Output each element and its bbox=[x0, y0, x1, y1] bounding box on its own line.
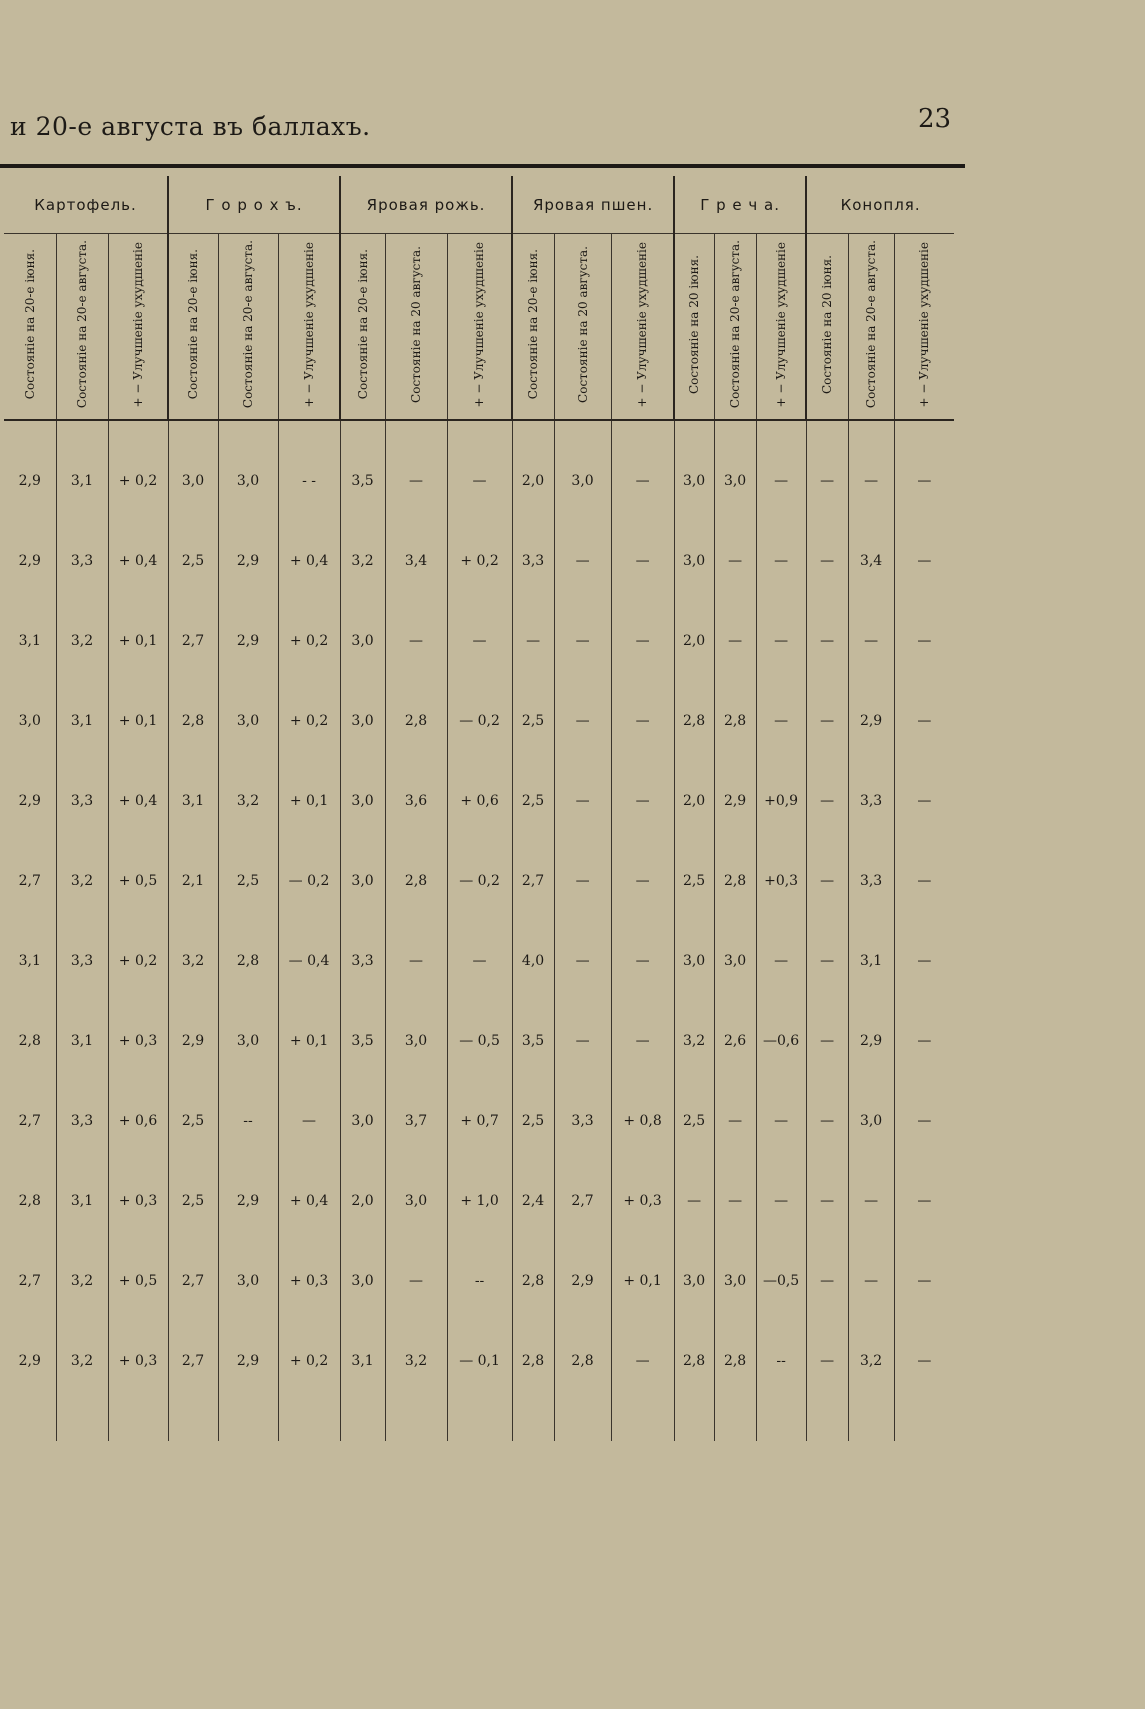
table-cell: + 0,5 bbox=[108, 841, 168, 921]
col-header-potato-august: Состояніе на 20-е августа. bbox=[56, 234, 108, 421]
group-header-peas: Г о р о х ъ. bbox=[168, 176, 340, 234]
table-cell: + 0,3 bbox=[108, 1321, 168, 1401]
table-cell: — bbox=[611, 1321, 674, 1401]
table-cell: 3,3 bbox=[56, 1081, 108, 1161]
table-row bbox=[4, 601, 954, 681]
tail-cell bbox=[108, 1401, 168, 1441]
table-cell: 2,5 bbox=[512, 681, 554, 761]
table-cell: — bbox=[611, 441, 674, 521]
table-cell: 3,2 bbox=[56, 1241, 108, 1321]
table-cell: — bbox=[806, 521, 848, 601]
spacer-cell bbox=[108, 420, 168, 441]
table-cell: + 0,2 bbox=[278, 601, 340, 681]
table-cell: 3,3 bbox=[512, 521, 554, 601]
table-cell: 2,5 bbox=[674, 1081, 714, 1161]
tail-cell bbox=[894, 1401, 954, 1441]
table-row bbox=[4, 841, 954, 921]
table-cell: 2,7 bbox=[168, 1321, 218, 1401]
col-header-potato-june: Состояніе на 20-е іюня. bbox=[4, 234, 56, 421]
table-cell: 3,3 bbox=[56, 761, 108, 841]
table-row bbox=[4, 521, 954, 601]
table-cell: 2,9 bbox=[218, 601, 278, 681]
table-cell: 2,5 bbox=[168, 1161, 218, 1241]
table-cell: + 0,3 bbox=[278, 1241, 340, 1321]
table-cell: 3,0 bbox=[714, 441, 756, 521]
table-cell: — bbox=[894, 1241, 954, 1321]
tail-cell bbox=[756, 1401, 806, 1441]
table-cell: 3,3 bbox=[554, 1081, 611, 1161]
table-cell: + 0,2 bbox=[278, 1321, 340, 1401]
table-cell: + 0,6 bbox=[447, 761, 512, 841]
table-row bbox=[4, 921, 954, 1001]
table-cell: 3,0 bbox=[340, 761, 385, 841]
spacer-cell bbox=[714, 420, 756, 441]
table-cell: 4,0 bbox=[512, 921, 554, 1001]
table-cell: — bbox=[611, 761, 674, 841]
spacer-cell bbox=[512, 420, 554, 441]
table-cell: + 0,6 bbox=[108, 1081, 168, 1161]
table-cell: — bbox=[806, 921, 848, 1001]
table-cell: 2,6 bbox=[714, 1001, 756, 1081]
table-cell: 2,8 bbox=[512, 1321, 554, 1401]
spacer-cell bbox=[848, 420, 894, 441]
tail-cell bbox=[674, 1401, 714, 1441]
table-cell: — bbox=[554, 521, 611, 601]
table-cell: — bbox=[806, 841, 848, 921]
table-cell: 2,8 bbox=[714, 681, 756, 761]
tail-cell bbox=[554, 1401, 611, 1441]
tail-cell bbox=[611, 1401, 674, 1441]
spacer-cell bbox=[385, 420, 447, 441]
table-cell: — bbox=[554, 681, 611, 761]
table-cell: + 0,5 bbox=[108, 1241, 168, 1321]
group-header-hemp: Конопля. bbox=[806, 176, 954, 234]
table-cell: — bbox=[756, 1161, 806, 1241]
table-cell: 3,3 bbox=[848, 761, 894, 841]
table-cell: 2,7 bbox=[18, 1113, 41, 1129]
table-cell: 2,1 bbox=[168, 841, 218, 921]
table-cell: 2,0 bbox=[512, 441, 554, 521]
table-cell: — bbox=[756, 521, 806, 601]
table-cell: 2,9 bbox=[18, 1353, 41, 1369]
table-cell: 2,8 bbox=[714, 1321, 756, 1401]
table-cell: 3,3 bbox=[340, 921, 385, 1001]
table-cell: 2,9 bbox=[18, 553, 41, 569]
tail-cell bbox=[714, 1401, 756, 1441]
table-cell: 3,0 bbox=[385, 1001, 447, 1081]
table-cell: —0,5 bbox=[756, 1241, 806, 1321]
spacer-cell bbox=[611, 420, 674, 441]
header-rule bbox=[0, 164, 965, 168]
table-cell: — bbox=[894, 441, 954, 521]
table-cell: + 0,8 bbox=[611, 1081, 674, 1161]
table-cell: + 0,2 bbox=[108, 921, 168, 1001]
spacer-cell bbox=[447, 420, 512, 441]
col-header-potato-change: + − Улучшеніе ухудшеніе bbox=[108, 234, 168, 421]
col-header-hemp-june: Состояніе на 20 іюня. bbox=[806, 234, 848, 421]
page-header: и 20-е августа въ баллахъ. bbox=[10, 112, 371, 141]
group-header-potato: Картофель. bbox=[4, 176, 168, 234]
table-cell: 3,2 bbox=[56, 841, 108, 921]
table-cell: 2,9 bbox=[18, 793, 41, 809]
col-header-buckwheat-june: Состояніе на 20 іюня. bbox=[674, 234, 714, 421]
table-cell: — bbox=[611, 521, 674, 601]
table-cell: — bbox=[894, 761, 954, 841]
col-header-wheat-change: + − Улучшеніе ухудшеніе bbox=[611, 234, 674, 421]
col-header-hemp-change: + − Улучшеніе ухудшеніе bbox=[894, 234, 954, 421]
table-cell: 3,1 bbox=[56, 1161, 108, 1241]
spacer-cell bbox=[674, 420, 714, 441]
table-cell: + 0,2 bbox=[108, 441, 168, 521]
table-cell: 3,1 bbox=[56, 1001, 108, 1081]
tail-cell bbox=[447, 1401, 512, 1441]
table-cell: 3,2 bbox=[385, 1321, 447, 1401]
table-cell: — 0,2 bbox=[447, 681, 512, 761]
table-cell: — bbox=[894, 1081, 954, 1161]
group-header-spring-rye: Яровая рожь. bbox=[340, 176, 512, 234]
table-cell: 3,0 bbox=[674, 921, 714, 1001]
table-cell: 3,1 bbox=[340, 1321, 385, 1401]
table-cell: 3,0 bbox=[340, 841, 385, 921]
table-cell: + 0,1 bbox=[611, 1241, 674, 1321]
table-cell: 2,7 bbox=[168, 601, 218, 681]
table-cell: 2,5 bbox=[512, 761, 554, 841]
spacer-cell bbox=[56, 420, 108, 441]
table-cell: 2,9 bbox=[714, 761, 756, 841]
spacer-cell bbox=[340, 420, 385, 441]
table-cell: — 0,5 bbox=[447, 1001, 512, 1081]
table-cell: 2,7 bbox=[168, 1241, 218, 1321]
tail-cell bbox=[4, 1401, 56, 1441]
table-cell: — bbox=[385, 1241, 447, 1321]
table-cell: 3,1 bbox=[168, 761, 218, 841]
table-cell: — bbox=[611, 1001, 674, 1081]
table-cell: — 0,1 bbox=[447, 1321, 512, 1401]
table-cell: — bbox=[756, 441, 806, 521]
table-cell: 3,2 bbox=[218, 761, 278, 841]
table-cell: 3,0 bbox=[674, 1241, 714, 1321]
table-cell: +0,3 bbox=[756, 841, 806, 921]
table-cell: 3,0 bbox=[340, 601, 385, 681]
table-body bbox=[4, 420, 954, 1441]
spacer-cell bbox=[756, 420, 806, 441]
table-cell: — bbox=[278, 1081, 340, 1161]
table-row bbox=[4, 1321, 954, 1401]
table-cell: 3,0 bbox=[218, 441, 278, 521]
spacer-cell bbox=[4, 420, 56, 441]
table-cell: 2,5 bbox=[512, 1081, 554, 1161]
table-cell: 2,8 bbox=[674, 1321, 714, 1401]
table-cell: — bbox=[894, 681, 954, 761]
table-cell: — bbox=[756, 681, 806, 761]
table-cell: + 0,2 bbox=[447, 521, 512, 601]
table-cell: 2,9 bbox=[848, 681, 894, 761]
table-cell: 2,9 bbox=[218, 521, 278, 601]
table-cell: —0,6 bbox=[756, 1001, 806, 1081]
table-cell: — bbox=[447, 601, 512, 681]
group-header-buckwheat: Г р е ч а. bbox=[674, 176, 806, 234]
tail-cell bbox=[512, 1401, 554, 1441]
table-cell: 3,1 bbox=[56, 441, 108, 521]
table-cell: — bbox=[385, 601, 447, 681]
table-cell: -- bbox=[218, 1081, 278, 1161]
table-cell: 3,2 bbox=[848, 1321, 894, 1401]
table-cell: — bbox=[806, 1001, 848, 1081]
col-header-peas-change: + − Улучшеніе ухудшеніе bbox=[278, 234, 340, 421]
table-cell: 3,0 bbox=[674, 441, 714, 521]
table-cell: — 0,2 bbox=[278, 841, 340, 921]
table-cell: 3,3 bbox=[56, 921, 108, 1001]
table-cell: — bbox=[848, 1241, 894, 1321]
table-cell: 2,5 bbox=[168, 521, 218, 601]
table-cell: 2,0 bbox=[674, 601, 714, 681]
table-cell: 3,7 bbox=[385, 1081, 447, 1161]
col-header-peas-june: Состояніе на 20-е іюня. bbox=[168, 234, 218, 421]
table-cell: — bbox=[714, 601, 756, 681]
table-cell: — bbox=[806, 1081, 848, 1161]
table-row bbox=[4, 1161, 954, 1241]
table-cell: + 0,4 bbox=[278, 521, 340, 601]
spacer-cell bbox=[554, 420, 611, 441]
table-cell: + 0,3 bbox=[108, 1161, 168, 1241]
table-cell: — bbox=[554, 1001, 611, 1081]
spacer-cell bbox=[278, 420, 340, 441]
tail-cell bbox=[168, 1401, 218, 1441]
table-cell: 3,0 bbox=[714, 921, 756, 1001]
tail-cell bbox=[218, 1401, 278, 1441]
table-cell: 2,7 bbox=[18, 873, 41, 889]
table-cell: 3,4 bbox=[385, 521, 447, 601]
col-header-wheat-june: Состояніе на 20-е іюня. bbox=[512, 234, 554, 421]
table-cell: 3,1 bbox=[848, 921, 894, 1001]
table-cell: 3,0 bbox=[340, 1081, 385, 1161]
table-cell: + 0,1 bbox=[108, 681, 168, 761]
table-cell: 2,5 bbox=[168, 1081, 218, 1161]
col-header-hemp-august: Состояніе на 20-е августа. bbox=[848, 234, 894, 421]
table-cell: +0,9 bbox=[756, 761, 806, 841]
table-cell: + 0,1 bbox=[108, 601, 168, 681]
table-cell: — bbox=[554, 761, 611, 841]
table-cell: 2,9 bbox=[168, 1001, 218, 1081]
col-header-rye-june: Состояніе на 20-е іюня. bbox=[340, 234, 385, 421]
table-cell: 3,2 bbox=[168, 921, 218, 1001]
table-cell: — bbox=[806, 441, 848, 521]
table-cell: 2,8 bbox=[674, 681, 714, 761]
spacer-cell bbox=[894, 420, 954, 441]
table-cell: 3,0 bbox=[674, 521, 714, 601]
table-tail-row bbox=[4, 1401, 954, 1441]
table-cell: 3,1 bbox=[18, 953, 41, 969]
table-cell: — bbox=[806, 1321, 848, 1401]
col-header-rye-change: + − Улучшеніе ухудшеніе bbox=[447, 234, 512, 421]
table-cell: — bbox=[894, 841, 954, 921]
table-cell: 2,8 bbox=[168, 681, 218, 761]
table-cell: — bbox=[714, 1081, 756, 1161]
table-cell: 2,5 bbox=[674, 841, 714, 921]
table-cell: 3,3 bbox=[56, 521, 108, 601]
table-row bbox=[4, 1081, 954, 1161]
table-cell: — bbox=[512, 601, 554, 681]
table-cell: 3,5 bbox=[340, 441, 385, 521]
table-cell: — bbox=[806, 681, 848, 761]
table-cell: 3,2 bbox=[56, 1321, 108, 1401]
col-header-peas-august: Состояніе на 20-е августа. bbox=[218, 234, 278, 421]
table-row bbox=[4, 761, 954, 841]
table-cell: — bbox=[447, 921, 512, 1001]
table-cell: 3,0 bbox=[18, 713, 41, 729]
table-row bbox=[4, 681, 954, 761]
table-cell: 2,0 bbox=[674, 761, 714, 841]
table-cell: 2,8 bbox=[385, 681, 447, 761]
table-cell: — bbox=[611, 681, 674, 761]
tail-cell bbox=[848, 1401, 894, 1441]
group-header-spring-wheat: Яровая пшен. bbox=[512, 176, 674, 234]
table-cell: + 0,7 bbox=[447, 1081, 512, 1161]
table-cell: 3,6 bbox=[385, 761, 447, 841]
table-cell: 3,0 bbox=[554, 441, 611, 521]
table-cell: 2,9 bbox=[218, 1321, 278, 1401]
spacer-cell bbox=[218, 420, 278, 441]
table-spacer-row bbox=[4, 420, 954, 441]
table-cell: — bbox=[756, 601, 806, 681]
table-cell: — bbox=[848, 441, 894, 521]
table-cell: — 0,4 bbox=[278, 921, 340, 1001]
table-cell: — bbox=[848, 1161, 894, 1241]
table-cell: 3,0 bbox=[340, 681, 385, 761]
col-header-wheat-august: Состояніе на 20 августа. bbox=[554, 234, 611, 421]
table-cell: 2,9 bbox=[554, 1241, 611, 1321]
table-cell: 2,7 bbox=[554, 1161, 611, 1241]
table-row bbox=[4, 1241, 954, 1321]
table-cell: 3,0 bbox=[340, 1241, 385, 1321]
table-cell: 2,7 bbox=[18, 1273, 41, 1289]
table-cell: 2,8 bbox=[385, 841, 447, 921]
table-cell: 3,0 bbox=[168, 441, 218, 521]
tail-cell bbox=[385, 1401, 447, 1441]
table-cell: 2,8 bbox=[218, 921, 278, 1001]
table-cell: 3,0 bbox=[218, 1241, 278, 1321]
table-cell: — bbox=[894, 1161, 954, 1241]
table-cell: 2,8 bbox=[714, 841, 756, 921]
table-cell: 3,2 bbox=[674, 1001, 714, 1081]
table-cell: 3,0 bbox=[714, 1241, 756, 1321]
table-cell: 3,1 bbox=[56, 681, 108, 761]
table-cell: 2,5 bbox=[218, 841, 278, 921]
table-cell: + 0,4 bbox=[108, 521, 168, 601]
table-cell: — bbox=[714, 521, 756, 601]
table-cell: 3,3 bbox=[848, 841, 894, 921]
table-cell: 2,7 bbox=[512, 841, 554, 921]
table-cell: 2,4 bbox=[512, 1161, 554, 1241]
table-cell: 3,5 bbox=[512, 1001, 554, 1081]
table-cell: — bbox=[894, 921, 954, 1001]
table-cell: — bbox=[848, 601, 894, 681]
table-cell: — bbox=[674, 1161, 714, 1241]
table-cell: — bbox=[714, 1161, 756, 1241]
table-cell: -- bbox=[447, 1241, 512, 1321]
table-cell: — bbox=[611, 601, 674, 681]
crop-condition-table bbox=[4, 176, 954, 1441]
table-cell: — bbox=[611, 921, 674, 1001]
table-cell: 2,8 bbox=[18, 1033, 41, 1049]
table-cell: 2,0 bbox=[340, 1161, 385, 1241]
table-cell: — bbox=[554, 921, 611, 1001]
table-cell: 3,0 bbox=[385, 1161, 447, 1241]
table-cell: + 0,4 bbox=[278, 1161, 340, 1241]
table-cell: + 0,3 bbox=[611, 1161, 674, 1241]
table-cell: -- bbox=[756, 1321, 806, 1401]
table-cell: 3,2 bbox=[56, 601, 108, 681]
table-cell: 3,0 bbox=[218, 681, 278, 761]
table-cell: 3,1 bbox=[18, 633, 41, 649]
tail-cell bbox=[56, 1401, 108, 1441]
table-cell: + 0,1 bbox=[278, 1001, 340, 1081]
table-cell: + 0,2 bbox=[278, 681, 340, 761]
col-header-rye-august: Состояніе на 20 августа. bbox=[385, 234, 447, 421]
table-row bbox=[4, 1001, 954, 1081]
table-cell: 3,0 bbox=[218, 1001, 278, 1081]
table-cell: + 0,4 bbox=[108, 761, 168, 841]
table-cell: - - bbox=[278, 441, 340, 521]
table-cell: — bbox=[611, 841, 674, 921]
table-cell: — bbox=[806, 1241, 848, 1321]
table-cell: — bbox=[554, 841, 611, 921]
table-cell: 3,4 bbox=[848, 521, 894, 601]
table-cell: 3,0 bbox=[848, 1081, 894, 1161]
table-cell: — bbox=[385, 921, 447, 1001]
tail-cell bbox=[806, 1401, 848, 1441]
table-cell: — bbox=[894, 521, 954, 601]
table-cell: — bbox=[756, 921, 806, 1001]
table-cell: 2,9 bbox=[848, 1001, 894, 1081]
table-cell: + 1,0 bbox=[447, 1161, 512, 1241]
table-cell: — bbox=[806, 601, 848, 681]
table-cell: — bbox=[447, 441, 512, 521]
table-cell: 2,8 bbox=[18, 1193, 41, 1209]
table-cell: — bbox=[385, 441, 447, 521]
table-cell: 2,8 bbox=[512, 1241, 554, 1321]
table-cell: — bbox=[894, 1321, 954, 1401]
table-cell: — bbox=[554, 601, 611, 681]
table-cell: — bbox=[894, 1001, 954, 1081]
table-cell: + 0,1 bbox=[278, 761, 340, 841]
table-cell: — bbox=[806, 761, 848, 841]
table-cell: — bbox=[806, 1161, 848, 1241]
page-number: 23 bbox=[918, 104, 952, 134]
table-cell: + 0,3 bbox=[108, 1001, 168, 1081]
table-cell: — bbox=[756, 1081, 806, 1161]
table-cell: 2,9 bbox=[18, 473, 41, 489]
table-cell: 2,8 bbox=[554, 1321, 611, 1401]
tail-cell bbox=[340, 1401, 385, 1441]
table-cell: — bbox=[894, 601, 954, 681]
table-cell: 2,9 bbox=[218, 1161, 278, 1241]
table-cell: 3,2 bbox=[340, 521, 385, 601]
spacer-cell bbox=[806, 420, 848, 441]
table-row bbox=[4, 441, 954, 521]
table-cell: — 0,2 bbox=[447, 841, 512, 921]
spacer-cell bbox=[168, 420, 218, 441]
col-header-buckwheat-august: Состояніе на 20-е августа. bbox=[714, 234, 756, 421]
table-cell: 3,5 bbox=[340, 1001, 385, 1081]
tail-cell bbox=[278, 1401, 340, 1441]
col-header-buckwheat-change: + − Улучшеніе ухудшеніе bbox=[756, 234, 806, 421]
